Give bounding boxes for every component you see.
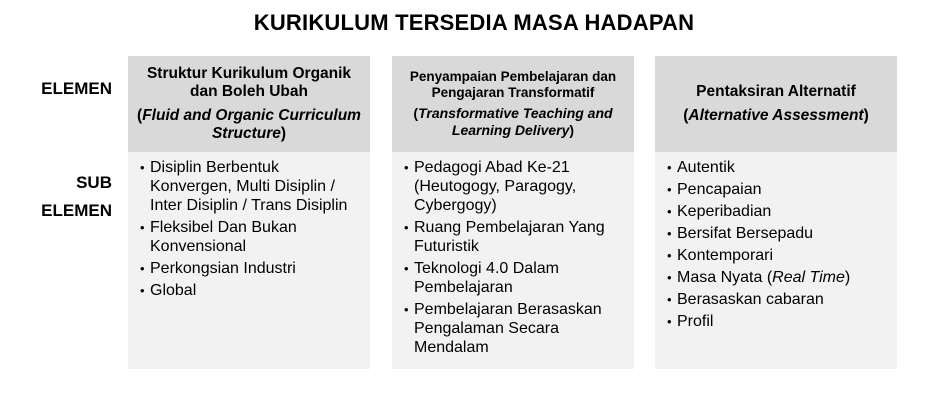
column-header xyxy=(128,56,370,152)
column-body xyxy=(128,152,370,369)
column-subheading: (Alternative Assessment) xyxy=(683,107,869,124)
list-item: • Pedagogi Abad Ke-21 (Heutogogy, Paragogy, Cybergogy) xyxy=(404,158,624,215)
row-label-sub-line1: SUB xyxy=(76,173,112,192)
column-body xyxy=(655,152,897,369)
row-label-elemen: ELEMEN xyxy=(41,79,112,98)
list-item: • Pencapaian xyxy=(667,180,887,199)
column-subheading: (Fluid and Organic Curriculum Structure) xyxy=(137,107,361,142)
list-item: • Fleksibel Dan Bukan Konvensional xyxy=(140,218,360,256)
row-label-sub-elemen xyxy=(24,172,112,222)
page-title: KURIKULUM TERSEDIA MASA HADAPAN xyxy=(253,10,695,35)
column-heading: Struktur Kurikulum Organik dan Boleh Ubah xyxy=(146,65,352,100)
sub-element-list xyxy=(667,158,887,331)
column-struktur-kurikulum xyxy=(128,56,370,369)
sub-element-list xyxy=(404,158,624,357)
sub-element-list xyxy=(140,158,360,300)
list-item: • Profil xyxy=(667,312,887,331)
list-item: • Autentik xyxy=(667,158,887,177)
column-pentaksiran-alternatif xyxy=(655,56,897,369)
column-heading: Penyampaian Pembelajaran dan Pengajaran Transformatif xyxy=(409,69,617,100)
column-subheading: (Transformative Teaching and Learning Delivery) xyxy=(413,105,613,138)
list-item: • Pembelajaran Berasaskan Pengalaman Secara Mendalam xyxy=(404,300,624,357)
list-item: • Ruang Pembelajaran Yang Futuristik xyxy=(404,218,624,256)
list-item: • Kontemporari xyxy=(667,246,887,265)
list-item: • Keperibadian xyxy=(667,202,887,221)
list-item: • Teknologi 4.0 Dalam Pembelajaran xyxy=(404,259,624,297)
column-header xyxy=(392,56,634,152)
list-item: • Disiplin Berbentuk Konvergen, Multi Disiplin / Inter Disiplin / Trans Disiplin xyxy=(140,158,360,215)
row-label-sub-line2: ELEMEN xyxy=(41,201,112,220)
list-item: • Global xyxy=(140,281,360,300)
list-item: • Berasaskan cabaran xyxy=(667,290,887,309)
list-item: • Perkongsian Industri xyxy=(140,259,360,278)
list-item: • Bersifat Bersepadu xyxy=(667,224,887,243)
column-heading: Pentaksiran Alternatif xyxy=(696,83,856,100)
column-penyampaian-pembelajaran xyxy=(392,56,634,369)
column-header xyxy=(655,56,897,152)
list-item: • Masa Nyata (Real Time) xyxy=(667,268,887,287)
column-body xyxy=(392,152,634,369)
